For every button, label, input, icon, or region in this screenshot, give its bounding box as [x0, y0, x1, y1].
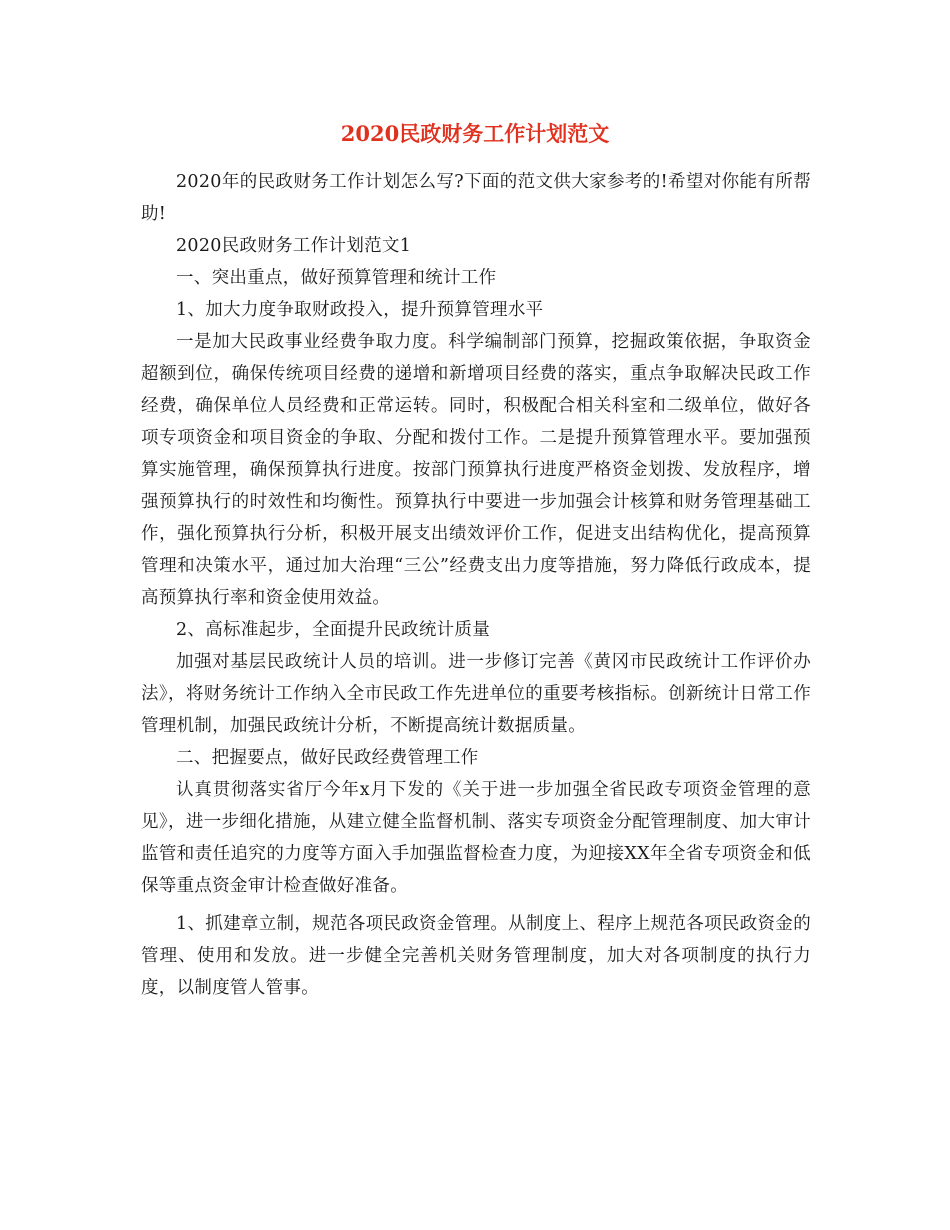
section-heading: 二、把握要点，做好民政经费管理工作 [176, 748, 479, 768]
document-title: 2020民政财务工作计划范文 [340, 121, 610, 146]
section-heading: 2020民政财务工作计划范文1 [176, 236, 412, 256]
body-paragraph: 1、抓建章立制，规范各项民政资金管理。从制度上、程序上规范各项民政资金的管理、使用和发放。进一步健全完善机关财务管理制度，加大对各项制度的执行力度，以制度管人管事。 [141, 914, 811, 998]
intro-paragraph: 2020年的民政财务工作计划怎么写?下面的范文供大家参考的!希望对你能有所帮助! [141, 172, 811, 224]
body-paragraph: 认真贯彻落实省厅今年x月下发的《关于进一步加强全省民政专项资金管理的意见》，进一步细化措施，从建立健全监督机制、落实专项资金分配管理制度、加大审计监管和责任追究的力度等方面入手加强监督检查力度，为迎接XX年全省专项资金和低保等重点资金审计检查做好准备。 [141, 780, 811, 896]
body-paragraph: 加强对基层民政统计人员的培训。进一步修订完善《黄冈市民政统计工作评价办法》，将财务统计工作纳入全市民政工作先进单位的重要考核指标。创新统计日常工作管理机制，加强民政统计分析，不断提高统计数据质量。 [141, 652, 811, 736]
section-heading: 一、突出重点，做好预算管理和统计工作 [176, 268, 497, 288]
subsection-heading: 1、加大力度争取财政投入，提升预算管理水平 [176, 300, 544, 320]
document-body [141, 166, 811, 1004]
subsection-heading: 2、高标准起步，全面提升民政统计质量 [176, 620, 491, 640]
body-paragraph: 一是加大民政事业经费争取力度。科学编制部门预算，挖掘政策依据，争取资金超额到位，确保传统项目经费的递增和新增项目经费的落实，重点争取解决民政工作经费，确保单位人员经费和正常运转。同时，积极配合相关科室和二级单位，做好各项专项资金和项目资金的争取、分配和拨付工作。二是提升预算管理水平。要加强预算实施管理，确保预算执行进度。按部门预算执行进度严格资金划拨、发放程序，增强预算执行的时效性和均衡性。预算执行中要进一步加强会计核算和财务管理基础工作，强化预算执行分析，积极开展支出绩效评价工作，促进支出结构优化，提高预算管理和决策水平，通过加大治理“三公”经费支出力度等措施，努力降低行政成本，提高预算执行率和资金使用效益。 [141, 332, 811, 608]
